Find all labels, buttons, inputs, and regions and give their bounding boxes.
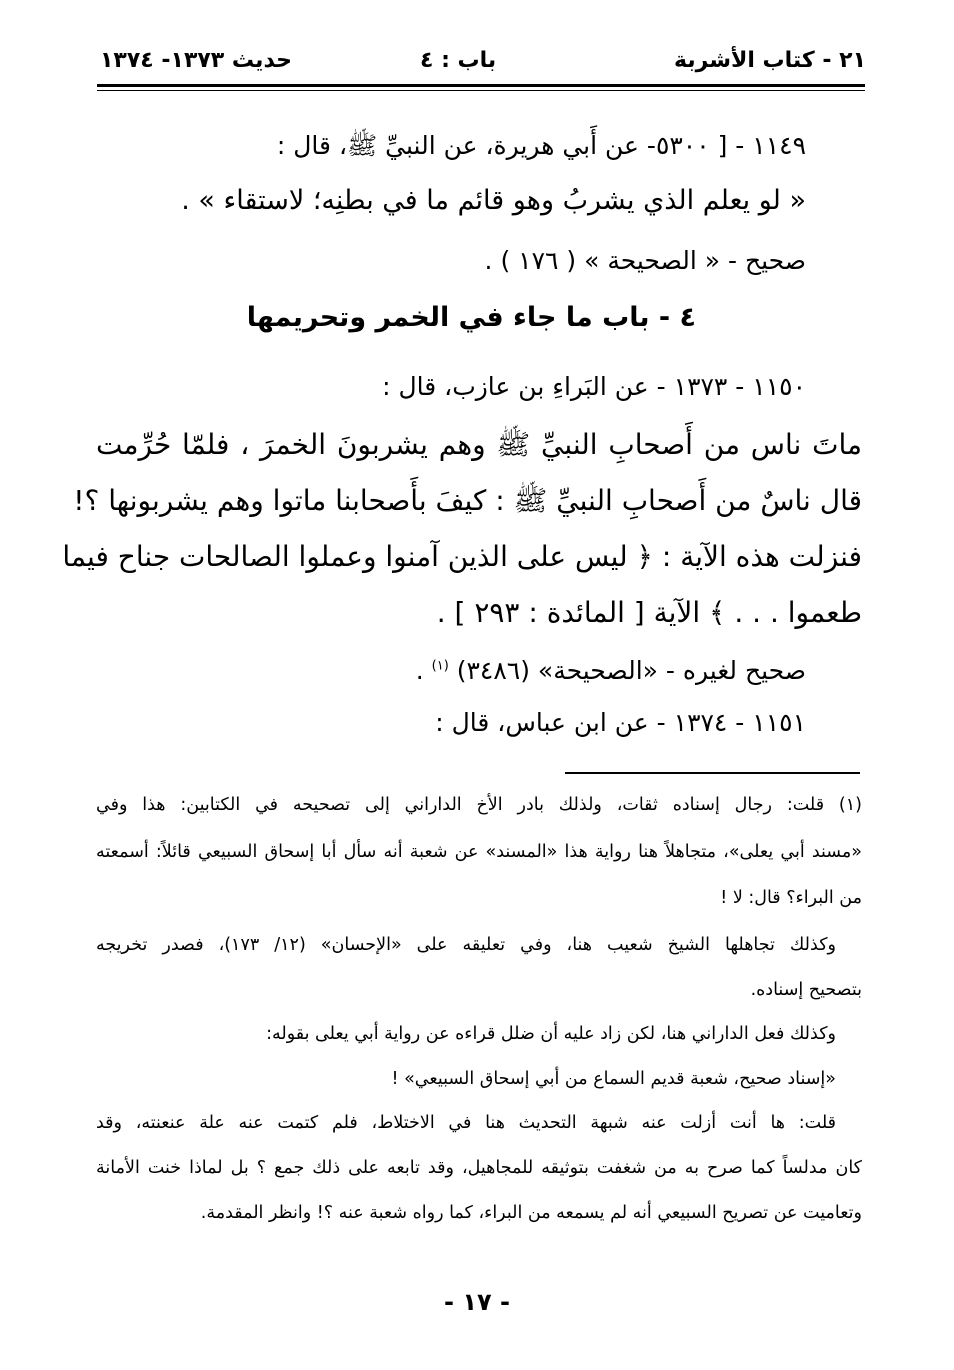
hadith-1149-intro: ١١٤٩ - [ ٥٣٠٠- عن أَبي هريرة، عن النبيِّ ﷺ، قال : [276,131,806,160]
footnote-separator [565,772,860,774]
footnote-line: (١) قلت: رجال إسناده ثقات، ولذلك بادر الأخ الداراني إلى تصحيحه في الكتابين: هذا وفي [96,795,862,815]
page-number: - ١٧ - [444,1288,510,1316]
hadith-1150-line-1: ماتَ ناس من أَصحابِ النبيِّ ﷺ وهم يشربونَ الخمرَ ، فلمّا حُرِّمت [96,428,862,461]
hadith-1150-grade-end: . [415,656,424,685]
footnote-line: وتعاميت عن تصريح السبيعي أنه لم يسمعه من البراء، كما رواه شعبة عنه ؟! وانظر المقدمة. [200,1203,862,1223]
chapter-title: ٤ - باب ما جاء في الخمر وتحريمها [246,302,696,333]
footnote-line: من البراء؟ قال: لا ! [720,888,862,908]
footnote-ref: (١) [431,658,449,674]
footnote-line: كان مدلساً كما صرح به من شغفت بتوثيقه للمجاهيل، وقد تابعه على ذلك جمع ؟ بل لماذا خنت الأمانة [96,1158,862,1178]
header-section: باب : ٤ [420,48,497,73]
hadith-1151-intro: ١١٥١ - ١٣٧٤ - عن ابن عباس، قال : [435,708,806,737]
header-rule-thin [97,90,865,91]
footnote-line: وكذلك تجاهلها الشيخ شعيب هنا، وفي تعليقه على «الإحسان» (١٢/ ١٧٣)، فصدر تخريجه [96,935,836,955]
header-chapter: ٢١ - كتاب الأشربة [674,48,866,73]
hadith-1150-grade: صحيح لغيره - «الصحيحة» (٣٤٨٦) [456,656,806,685]
header-rule-thick [97,84,865,87]
footnote-line: «مسند أبي يعلى»، متجاهلاً هنا رواية هذا «المسند» عن شعبة أنه سأل أبا إسحاق السبيعي قائلاً: أسمعته [96,842,862,862]
footnote-line: «إسناد صحيح، شعبة قديم السماع من أبي إسحاق السبيعي» ! [391,1069,836,1089]
hadith-1150-grade-line [416,656,806,685]
header-hadith-range: حديث ١٣٧٣- ١٣٧٤ [100,48,293,73]
footnote-line: بتصحيح إسناده. [750,980,862,1000]
hadith-1150-line-3: فنزلت هذه الآية : ﴿ ليس على الذين آمنوا وعملوا الصالحات جناح فيما [62,540,862,573]
hadith-1149-grade: صحيح - « الصحيحة » ( ١٧٦ ) . [484,246,806,275]
footnote-line: وكذلك فعل الداراني هنا، لكن زاد عليه أن ضلل قراءه عن رواية أبي يعلى بقوله: [266,1024,836,1044]
hadith-1150-line-4: طعموا . . . ﴾ الآية [ المائدة : ٢٩٣ ] . [436,596,862,629]
hadith-1149-text: « لو يعلم الذي يشربُ وهو قائم ما في بطنِه؛ لاستقاء » . [181,185,806,216]
hadith-1150-line-2: قال ناسٌ من أَصحابِ النبيِّ ﷺ : كيفَ بأَصحابنا ماتوا وهم يشربونها ؟! [73,484,862,517]
hadith-1150-intro: ١١٥٠ - ١٣٧٣ - عن البَراءِ بن عازب، قال : [382,372,806,401]
footnote-line: قلت: ها أنت أزلت عنه شبهة التحديث هنا في الاختلاط، فلم كتمت عنه علة عنعنته، وقد [96,1113,836,1133]
